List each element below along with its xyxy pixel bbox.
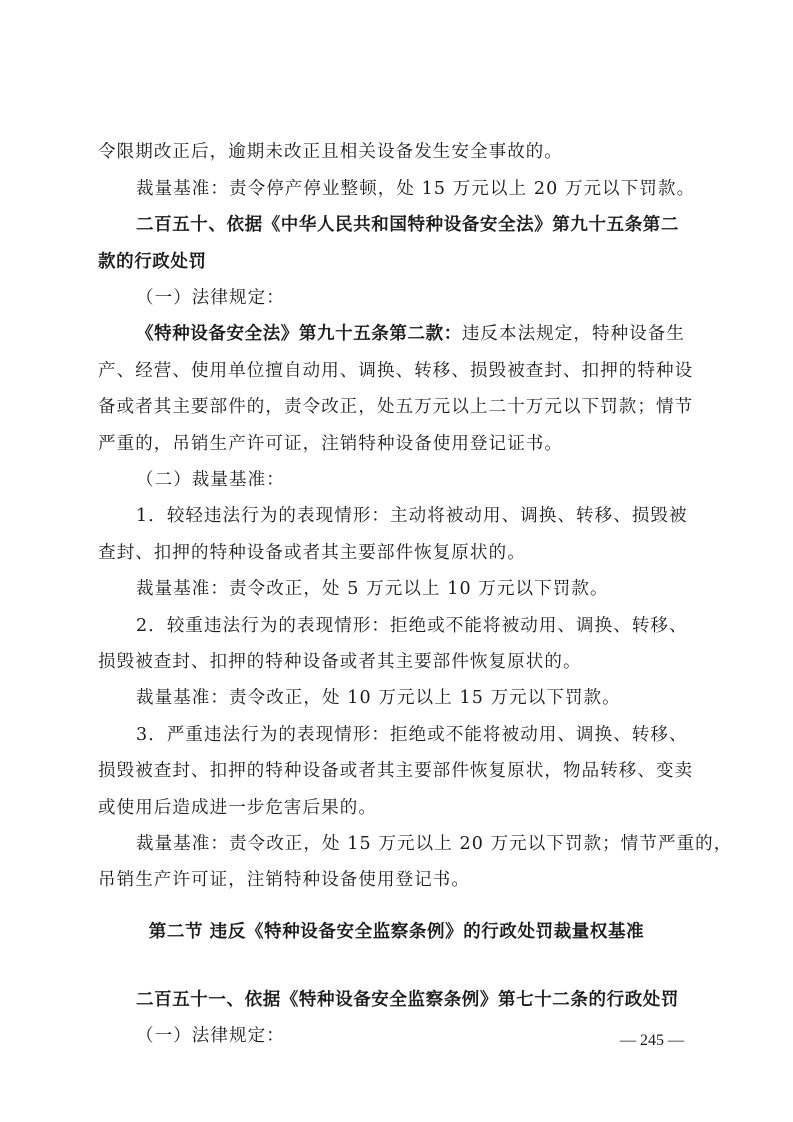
- paragraph-line: 损毁被查封、扣押的特种设备或者其主要部件恢复原状的。: [98, 652, 582, 672]
- paragraph-line: 或使用后造成进一步危害后果的。: [98, 798, 377, 818]
- paragraph-line: 令限期改正后，逾期未改正且相关设备发生安全事故的。: [98, 142, 563, 162]
- paragraph-line: 裁量基准：责令改正，处 15 万元以上 20 万元以下罚款；情节严重的，: [136, 834, 733, 854]
- paragraph-line: 损毁被查封、扣押的特种设备或者其主要部件恢复原状，物品转移、变卖: [98, 761, 694, 781]
- law-citation-text: 违反本法规定，特种设备生: [461, 324, 686, 344]
- page-number: — 245 —: [620, 1032, 684, 1049]
- paragraph-line: 2．较重违法行为的表现情形：拒绝或不能将被动用、调换、转移、: [136, 616, 688, 636]
- paragraph-line: 吊销生产许可证，注销特种设备使用登记书。: [98, 870, 470, 890]
- chapter-section-title: 第二节 违反《特种设备安全监察条例》的行政处罚裁量权基准: [148, 922, 645, 942]
- subsection-label: （一）法律规定：: [136, 288, 285, 308]
- section-heading: 二百五十、依据《中华人民共和国特种设备安全法》第九十五条第二: [136, 215, 679, 235]
- paragraph-line: 备或者其主要部件的，责令改正，处五万元以上二十万元以下罚款；情节: [98, 397, 694, 417]
- subsection-label: （一）法律规定：: [136, 1026, 285, 1046]
- paragraph-line: 3．严重违法行为的表现情形：拒绝或不能将被动用、调换、转移、: [136, 725, 688, 745]
- paragraph-line: 产、经营、使用单位擅自动用、调换、转移、损毁被查封、扣押的特种设: [98, 361, 694, 381]
- section-heading: 二百五十一、依据《特种设备安全监察条例》第七十二条的行政处罚: [136, 990, 679, 1010]
- paragraph-line: 1．较轻违法行为的表现情形：主动将被动用、调换、转移、损毁被: [136, 506, 688, 526]
- paragraph-line: 裁量基准：责令停产停业整顿，处 15 万元以上 20 万元以下罚款。: [136, 179, 696, 199]
- section-heading: 款的行政处罚: [98, 252, 207, 272]
- paragraph-line: 裁量基准：责令改正，处 10 万元以上 15 万元以下罚款。: [136, 688, 621, 708]
- paragraph-line: 查封、扣押的特种设备或者其主要部件恢复原状的。: [98, 543, 526, 563]
- subsection-label: （二）裁量基准：: [136, 470, 285, 490]
- paragraph-line: 严重的，吊销生产许可证，注销特种设备使用登记证书。: [98, 434, 563, 454]
- law-citation: 《特种设备安全法》第九十五条第二款：: [136, 324, 462, 344]
- paragraph-line: 裁量基准：责令改正，处 5 万元以上 10 万元以下罚款。: [136, 579, 609, 599]
- paragraph-line: [136, 322, 698, 346]
